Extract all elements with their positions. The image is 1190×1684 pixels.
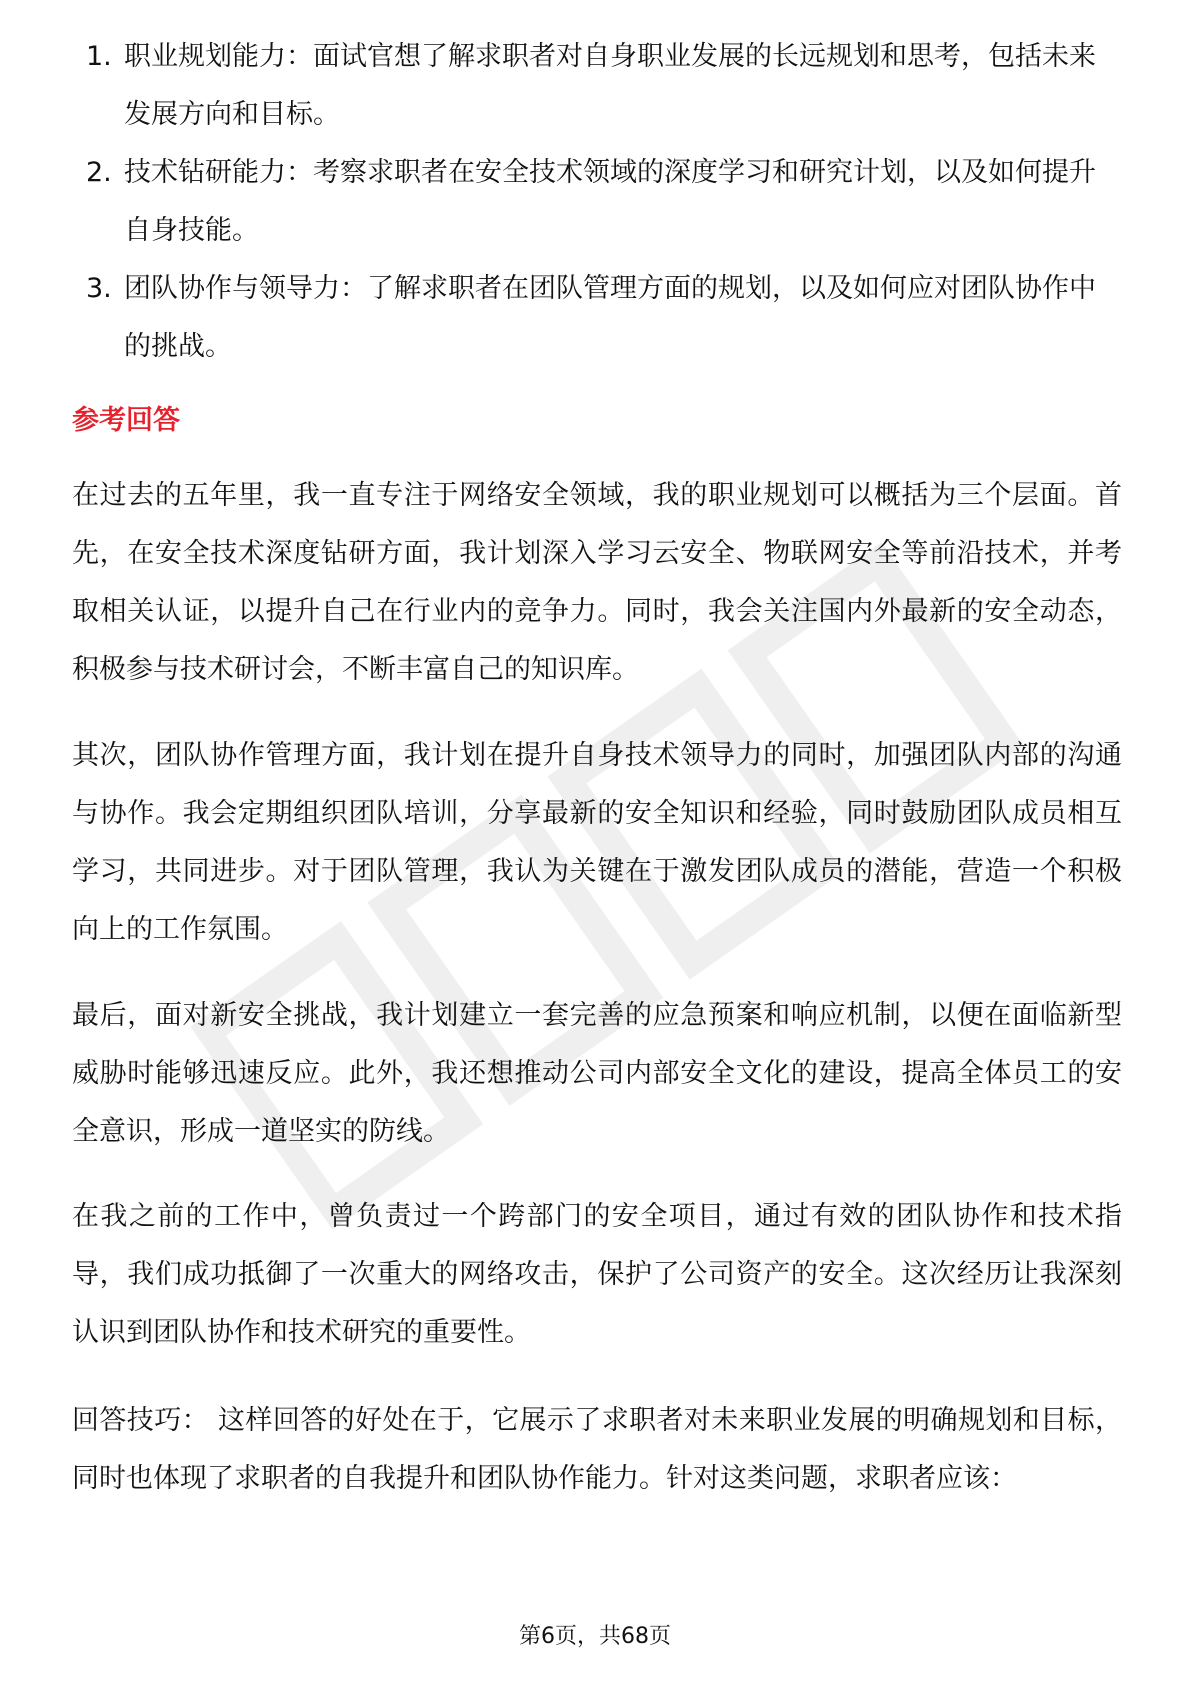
list-item-text: 团队协作与领导力：了解求职者在团队管理方面的规划，以及如何应对团队协作中的挑战。 xyxy=(124,273,1096,362)
list-item-text: 技术钻研能力：考察求职者在安全技术领域的深度学习和研究计划，以及如何提升自身技能。 xyxy=(124,157,1096,246)
page-number: 第6页，共68页 xyxy=(519,1624,671,1649)
answer-paragraph: 在过去的五年里，我一直专注于网络安全领域，我的职业规划可以概括为三个层面。首先，在安全技术深度钻研方面，我计划深入学习云安全、物联网安全等前沿技术，并考取相关认证，以提升自己在行业内的竞争力。同时，我会关注国内外最新的安全动态，积极参与技术研讨会，不断丰富自己的知识库。 xyxy=(72,480,1122,685)
list-item-text: 职业规划能力：面试官想了解求职者对自身职业发展的长远规划和思考，包括未来发展方向和目标。 xyxy=(124,41,1096,130)
answer-paragraph: 在我之前的工作中，曾负责过一个跨部门的安全项目，通过有效的团队协作和技术指导，我们成功抵御了一次重大的网络攻击，保护了公司资产的安全。这次经历让我深刻认识到团队协作和技术研究的重要性。 xyxy=(72,1201,1122,1348)
list-item xyxy=(72,260,1122,376)
criteria-list xyxy=(72,28,1122,376)
list-item xyxy=(72,28,1122,144)
list-item-number: 2. xyxy=(86,157,112,188)
tips-paragraph: 回答技巧： 这样回答的好处在于，它展示了求职者对未来职业发展的明确规划和目标，同时也体现了求职者的自我提升和团队协作能力。针对这类问题，求职者应该： xyxy=(72,1405,1122,1494)
answer-paragraph: 其次，团队协作管理方面，我计划在提升自身技术领导力的同时，加强团队内部的沟通与协作。我会定期组织团队培训，分享最新的安全知识和经验，同时鼓励团队成员相互学习，共同进步。对于团队管理，我认为关键在于激发团队成员的潜能，营造一个积极向上的工作氛围。 xyxy=(72,740,1122,945)
answer-heading: 参考回答 xyxy=(72,405,180,436)
list-item-number: 1. xyxy=(86,41,112,72)
list-item-number: 3. xyxy=(86,273,112,304)
list-item xyxy=(72,144,1122,260)
answer-paragraph: 最后，面对新安全挑战，我计划建立一套完善的应急预案和响应机制，以便在面临新型威胁时能够迅速反应。此外，我还想推动公司内部安全文化的建设，提高全体员工的安全意识，形成一道坚实的防线。 xyxy=(72,1000,1122,1147)
